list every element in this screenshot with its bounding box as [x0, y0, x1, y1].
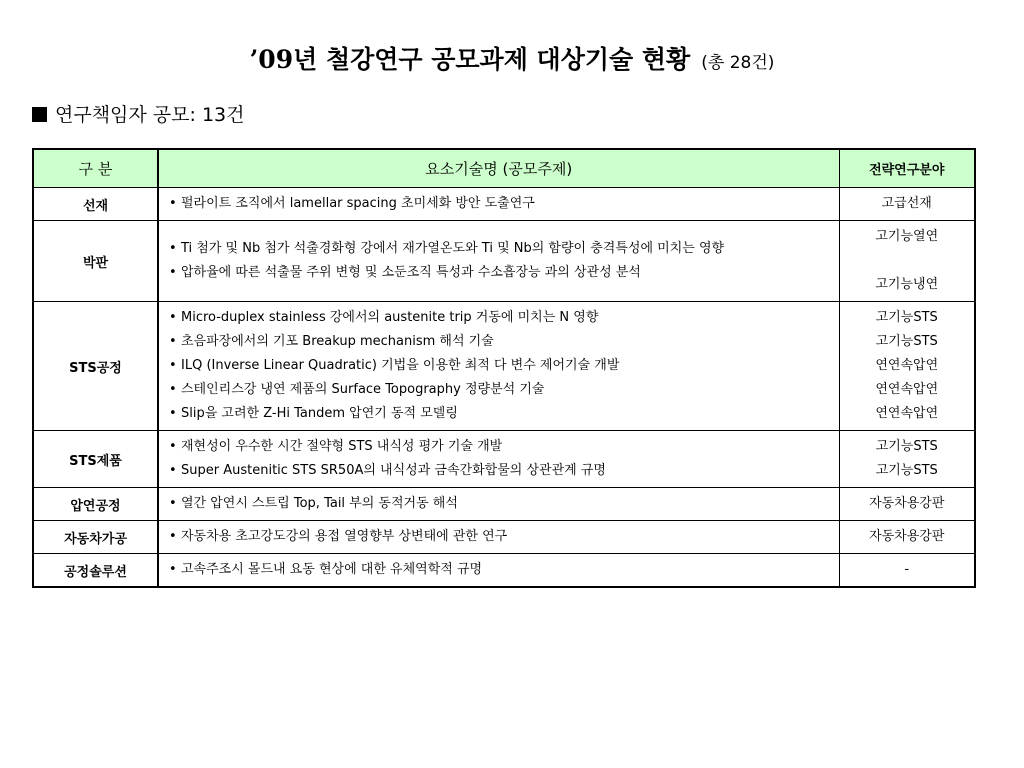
field-item: 고기능냉연 — [875, 277, 939, 292]
bullet-icon: • — [169, 334, 177, 349]
topic-item — [169, 237, 831, 261]
topic-text: ILQ (Inverse Linear Quadratic) 기법을 이용한 최적 다 변수 제어기술 개발 — [181, 358, 620, 373]
topic-item — [169, 330, 831, 354]
row-category: 박판 — [33, 221, 158, 302]
table-row — [33, 521, 975, 554]
field-item: 고기능STS — [875, 463, 938, 478]
table-header-row — [33, 149, 975, 188]
bullet-icon: • — [169, 382, 177, 397]
table-body — [33, 188, 975, 588]
row-category: 자동차가공 — [33, 521, 158, 554]
row-category: 공정솔루션 — [33, 554, 158, 588]
row-topics — [158, 488, 839, 521]
row-topics — [158, 188, 839, 221]
topics-table — [32, 148, 976, 588]
table-row — [33, 221, 975, 302]
header-category: 구 분 — [33, 149, 158, 188]
square-bullet-icon — [32, 107, 47, 122]
bullet-icon: • — [169, 439, 177, 454]
row-fields — [839, 302, 975, 431]
topic-text: 압하율에 따른 석출물 주위 변형 및 소둔조직 특성과 수소흡장능 과의 상관성 분석 — [181, 265, 641, 280]
table-row — [33, 188, 975, 221]
bullet-icon: • — [169, 265, 177, 280]
table-row — [33, 488, 975, 521]
row-topics — [158, 521, 839, 554]
field-item — [842, 249, 973, 273]
field-item: 고기능STS — [875, 439, 938, 454]
row-category: STS공정 — [33, 302, 158, 431]
bullet-icon: • — [169, 496, 177, 511]
topic-text: 열간 압연시 스트립 Top, Tail 부의 동적거동 해석 — [181, 496, 458, 511]
bullet-icon: • — [169, 562, 177, 577]
row-topics — [158, 431, 839, 488]
table-row — [33, 554, 975, 588]
row-fields — [839, 221, 975, 302]
topic-item — [169, 306, 831, 330]
row-fields — [839, 188, 975, 221]
bullet-icon: • — [169, 529, 177, 544]
page-title — [0, 40, 1024, 76]
row-topics — [158, 302, 839, 431]
field-item: 고기능STS — [875, 334, 938, 349]
field-item: - — [904, 562, 910, 577]
bullet-icon: • — [169, 463, 177, 478]
row-fields — [839, 431, 975, 488]
topic-item — [169, 378, 831, 402]
topic-text: Ti 첨가 및 Nb 첨가 석출경화형 강에서 재가열온도와 Ti 및 Nb의 함량이 충격특성에 미치는 영향 — [181, 241, 725, 256]
topic-text: 스테인리스강 냉연 제품의 Surface Topography 정량분석 기술 — [181, 382, 545, 397]
table-row — [33, 302, 975, 431]
row-fields — [839, 554, 975, 588]
topic-item — [169, 354, 831, 378]
row-category: 압연공정 — [33, 488, 158, 521]
topic-text: 재현성이 우수한 시간 절약형 STS 내식성 평가 기술 개발 — [181, 439, 503, 454]
topic-item — [169, 261, 831, 285]
title-main: ’09년 철강연구 공모과제 대상기술 현황 — [249, 45, 691, 74]
row-topics — [158, 554, 839, 588]
topic-item — [169, 492, 831, 516]
topic-text: 초음파장에서의 기포 Breakup mechanism 해석 기술 — [181, 334, 494, 349]
field-item: 고기능열연 — [875, 229, 939, 244]
topic-text: 자동차용 초고강도강의 용접 열영향부 상변태에 관한 연구 — [181, 529, 508, 544]
topic-text: Super Austenitic STS SR50A의 내식성과 금속간화합물의 상관관계 규명 — [181, 463, 606, 478]
topic-text: Micro-duplex stainless 강에서의 austenite trip 거동에 미치는 N 영향 — [181, 310, 599, 325]
field-item: 연연속압연 — [875, 382, 939, 397]
row-category: 선재 — [33, 188, 158, 221]
row-fields — [839, 521, 975, 554]
field-item: 자동차용강판 — [869, 496, 945, 511]
topic-item — [169, 525, 831, 549]
topic-item — [169, 435, 831, 459]
section-heading-text: 연구책임자 공모: 13건 — [55, 104, 245, 126]
topic-text: 펄라이트 조직에서 lamellar spacing 초미세화 방안 도출연구 — [181, 196, 535, 211]
field-item: 고기능STS — [875, 310, 938, 325]
row-fields — [839, 488, 975, 521]
field-item: 고급선재 — [881, 196, 932, 211]
bullet-icon: • — [169, 310, 177, 325]
bullet-icon: • — [169, 196, 177, 211]
bullet-icon: • — [169, 406, 177, 421]
topic-item — [169, 192, 831, 216]
bullet-icon: • — [169, 358, 177, 373]
table-row — [33, 431, 975, 488]
header-topic: 요소기술명 (공모주제) — [158, 149, 839, 188]
bullet-icon: • — [169, 241, 177, 256]
field-item: 연연속압연 — [875, 358, 939, 373]
topic-text: 고속주조시 몰드내 요동 현상에 대한 유체역학적 규명 — [181, 562, 483, 577]
topic-item — [169, 402, 831, 426]
topic-text: Slip을 고려한 Z-Hi Tandem 압연기 동적 모델링 — [181, 406, 458, 421]
topic-item — [169, 558, 831, 582]
topic-item — [169, 459, 831, 483]
section-heading — [32, 100, 245, 127]
header-field: 전략연구분야 — [839, 149, 975, 188]
field-item: 연연속압연 — [875, 406, 939, 421]
row-topics — [158, 221, 839, 302]
title-total-count: (총 28건) — [701, 53, 775, 73]
row-category: STS제품 — [33, 431, 158, 488]
field-item: 자동차용강판 — [869, 529, 945, 544]
